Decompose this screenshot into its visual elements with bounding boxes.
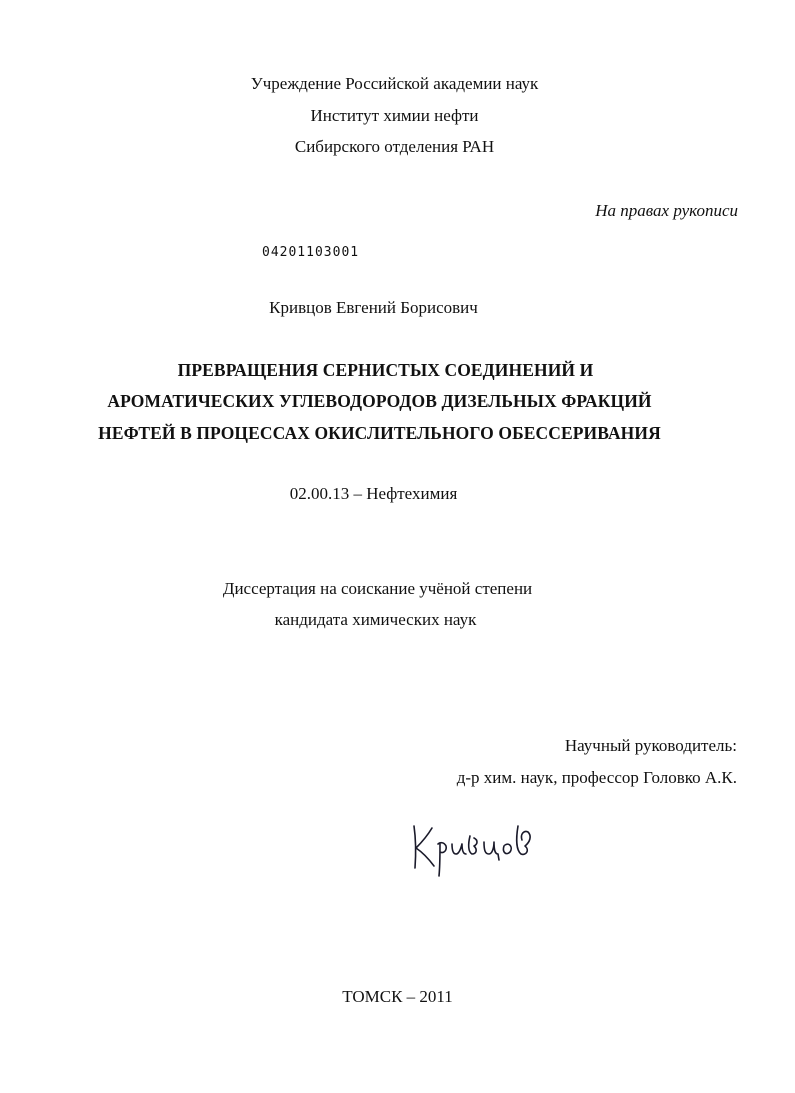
dissertation-line-2: кандидата химических наук bbox=[274, 610, 477, 629]
institution-line-1: Учреждение Российской академии наук bbox=[250, 74, 539, 93]
institution-line-2: Институт химии нефти bbox=[310, 106, 479, 125]
dissertation-line-1: Диссертация на соискание учёной степени bbox=[222, 579, 533, 598]
specialty-code: 02.00.13 – Нефтехимия bbox=[289, 484, 458, 503]
supervisor-label: Научный руководитель: bbox=[564, 736, 737, 755]
manuscript-note: На правах рукописи bbox=[595, 201, 738, 220]
document-code: 04201103001 bbox=[262, 245, 360, 260]
city-year: ТОМСК – 2011 bbox=[342, 987, 453, 1006]
supervisor-name: д-р хим. наук, профессор Головко А.К. bbox=[456, 768, 737, 787]
institution-line-3: Сибирского отделения РАН bbox=[294, 137, 495, 156]
thesis-title-line-2: АРОМАТИЧЕСКИХ УГЛЕВОДОРОДОВ ДИЗЕЛЬНЫХ ФРАКЦИЙ bbox=[107, 391, 652, 411]
thesis-title-line-1: ПРЕВРАЩЕНИЯ СЕРНИСТЫХ СОЕДИНЕНИЙ И bbox=[177, 360, 594, 380]
author-name: Кривцов Евгений Борисович bbox=[269, 298, 478, 317]
handwritten-signature bbox=[404, 812, 564, 882]
thesis-title-line-3: НЕФТЕЙ В ПРОЦЕССАХ ОКИСЛИТЕЛЬНОГО ОБЕССЕРИВАНИЯ bbox=[98, 423, 661, 443]
